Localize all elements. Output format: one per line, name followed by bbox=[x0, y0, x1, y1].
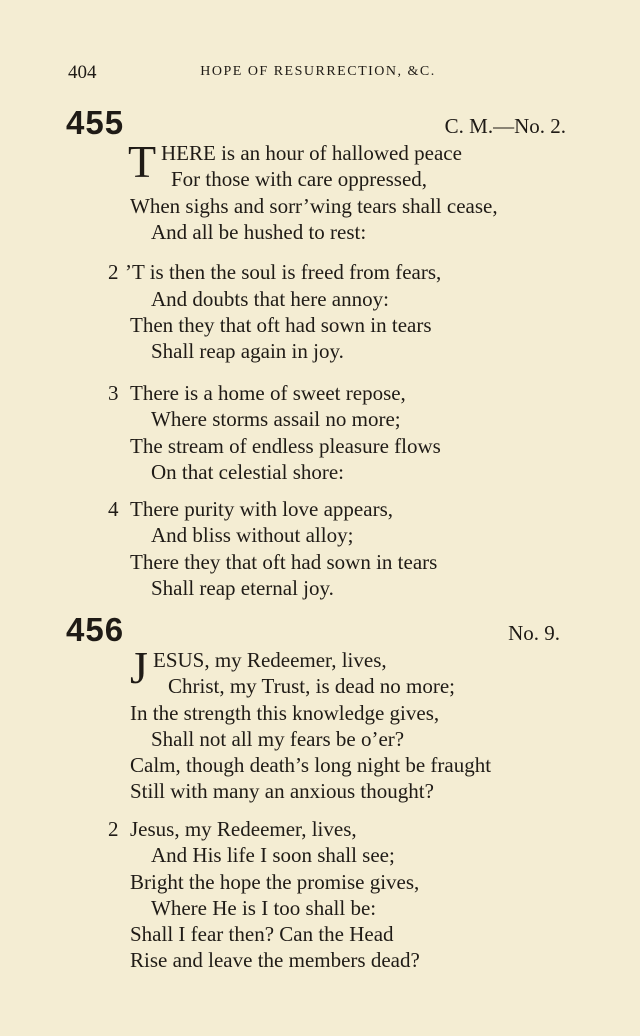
hymn-number: 456 bbox=[66, 611, 125, 648]
hymn-line: Still with many an anxious thought? bbox=[130, 779, 434, 803]
hymn-line: There purity with love appears, bbox=[130, 497, 393, 521]
drop-cap: J bbox=[130, 642, 148, 693]
hymn-line: Shall not all my fears be o’er? bbox=[151, 727, 405, 751]
hymn-line: On that celestial shore: bbox=[151, 460, 345, 484]
verse-number: 2 bbox=[108, 260, 119, 284]
verse-number: 2 bbox=[108, 817, 119, 841]
hymn-meter: C. M.—No. 2. bbox=[444, 114, 566, 138]
hymn-line: Bright the hope the promise gives, bbox=[130, 870, 420, 894]
hymn-line: The stream of endless pleasure flows bbox=[130, 434, 441, 458]
hymn-line: For those with care oppressed, bbox=[171, 167, 428, 191]
hymn-line: HERE is an hour of hallowed peace bbox=[161, 141, 462, 165]
hymn-line: Jesus, my Redeemer, lives, bbox=[130, 817, 357, 841]
hymn-meter: No. 9. bbox=[508, 621, 560, 645]
hymn-line: And His life I soon shall see; bbox=[151, 843, 395, 867]
hymn-line: ESUS, my Redeemer, lives, bbox=[153, 648, 387, 672]
hymn-line: There is a home of sweet repose, bbox=[130, 381, 406, 405]
hymn-line: Shall reap eternal joy. bbox=[151, 576, 334, 600]
hymn-line: ’T is then the soul is freed from fears, bbox=[125, 260, 442, 284]
page-number: 404 bbox=[68, 62, 97, 83]
hymn-line: Rise and leave the members dead? bbox=[130, 948, 420, 972]
hymn-line: Calm, though death’s long night be fraught bbox=[130, 753, 492, 777]
drop-cap: T bbox=[128, 136, 157, 187]
hymn-line: Christ, my Trust, is dead no more; bbox=[168, 674, 456, 698]
verse-number: 4 bbox=[108, 497, 119, 521]
hymn-line: And doubts that here annoy: bbox=[151, 287, 389, 311]
verse-number: 3 bbox=[108, 381, 119, 405]
hymn-line: There they that oft had sown in tears bbox=[130, 550, 438, 574]
hymn-line: Where He is I too shall be: bbox=[151, 896, 377, 920]
hymn-line: In the strength this knowledge gives, bbox=[130, 701, 440, 725]
hymn-line: Where storms assail no more; bbox=[151, 407, 401, 431]
page-header bbox=[68, 62, 568, 86]
running-head: HOPE OF RESURRECTION, &C. bbox=[200, 64, 436, 79]
hymn-line: And bliss without alloy; bbox=[151, 523, 354, 547]
hymn-line: Then they that oft had sown in tears bbox=[130, 313, 432, 337]
hymn-line: Shall reap again in joy. bbox=[151, 339, 344, 363]
hymn-number: 455 bbox=[66, 104, 125, 141]
hymn-line: And all be hushed to rest: bbox=[151, 220, 367, 244]
hymn-line: When sighs and sorr’wing tears shall cease, bbox=[130, 194, 498, 218]
hymn-line: Shall I fear then? Can the Head bbox=[130, 922, 394, 946]
